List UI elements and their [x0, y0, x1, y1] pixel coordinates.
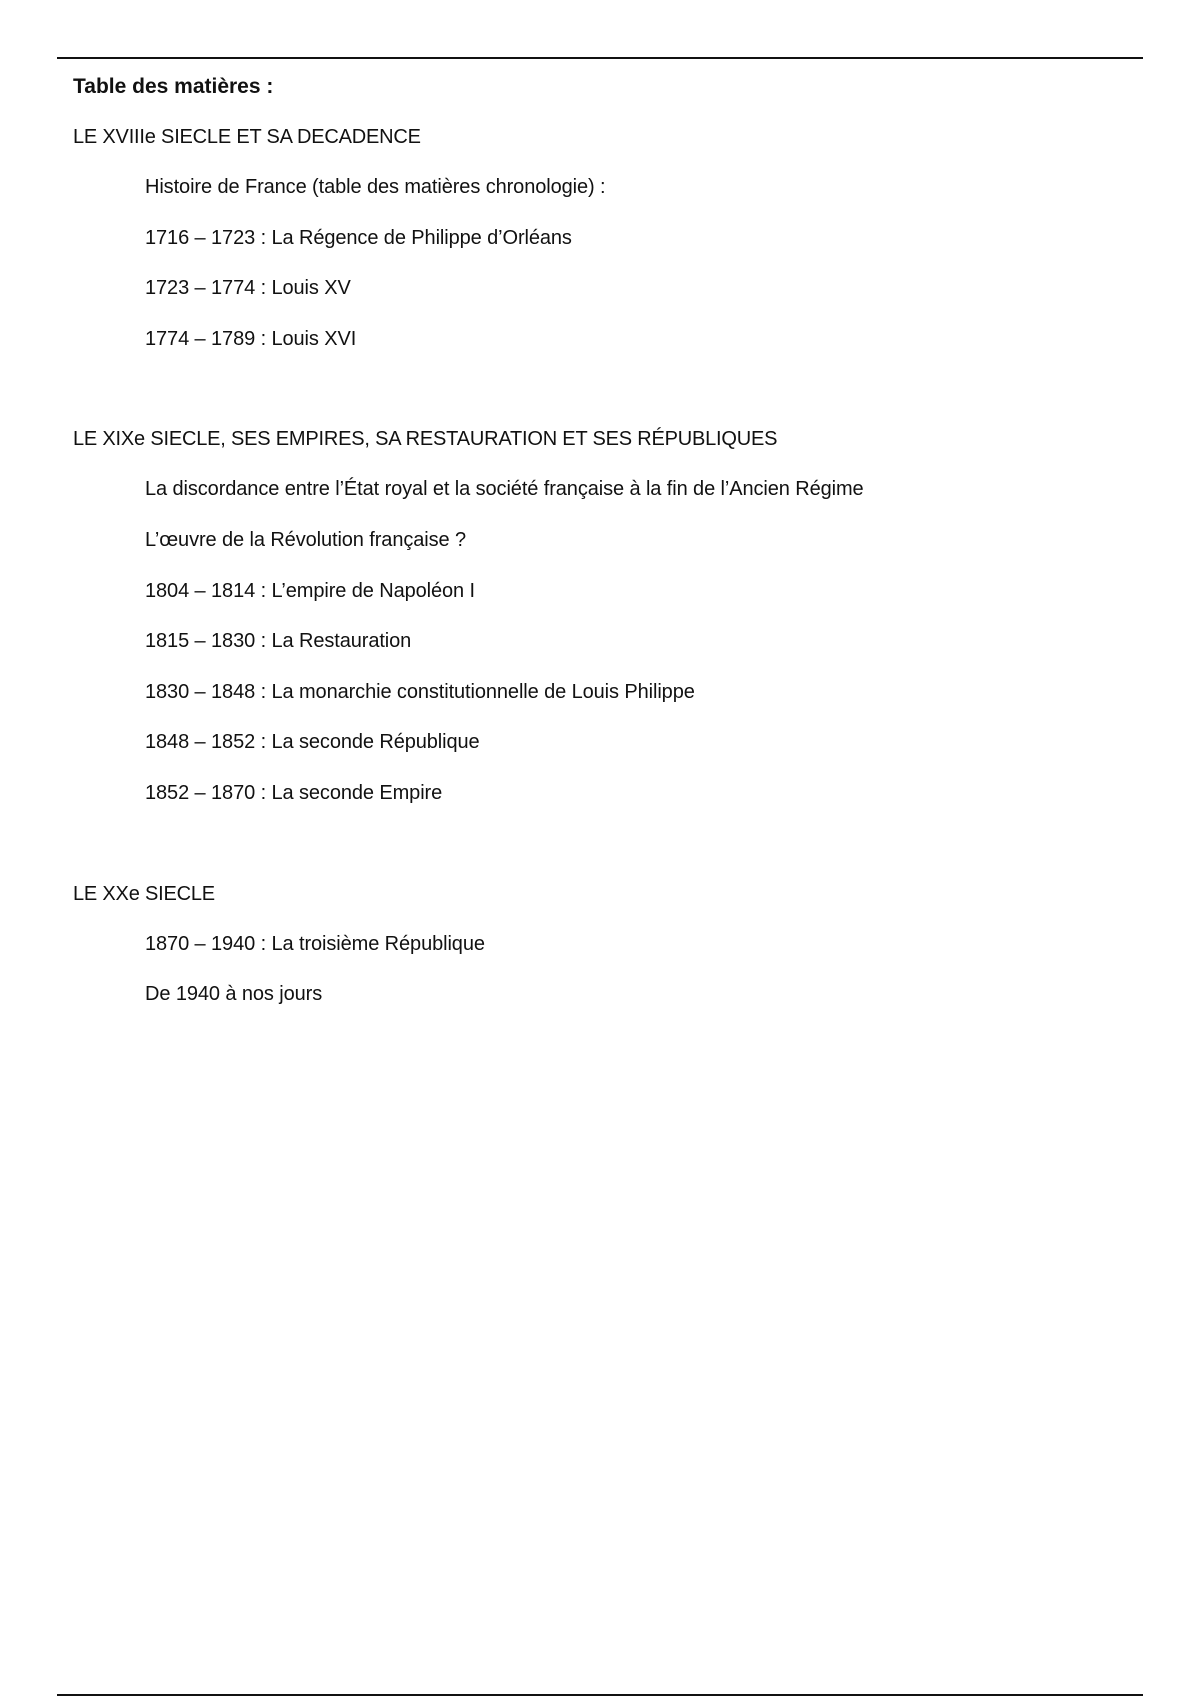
- section-heading: LE XXe SIECLE: [73, 882, 215, 905]
- toc-entry: 1870 – 1940 : La troisième République: [145, 932, 485, 955]
- toc-entry: 1723 – 1774 : Louis XV: [145, 277, 351, 300]
- toc-entry: 1804 – 1814 : L’empire de Napoléon I: [145, 579, 475, 602]
- toc-entry: Histoire de France (table des matières chronologie) :: [145, 176, 606, 198]
- toc-entry: 1848 – 1852 : La seconde République: [145, 731, 480, 754]
- toc-entry: L’œuvre de la Révolution française ?: [145, 528, 467, 551]
- section-heading: LE XIXe SIECLE, SES EMPIRES, SA RESTAURATION ET SES RÉPUBLIQUES: [73, 428, 778, 451]
- toc-entry: La discordance entre l’État royal et la société française à la fin de l’Ancien Régime: [145, 478, 864, 501]
- section-xx: [73, 879, 1123, 1030]
- toc-entry: 1774 – 1789 : Louis XVI: [145, 327, 357, 350]
- toc-entry: 1815 – 1830 : La Restauration: [145, 630, 412, 653]
- toc-entry: De 1940 à nos jours: [145, 983, 323, 1006]
- section-xix: [73, 424, 1123, 828]
- toc-entry: 1852 – 1870 : La seconde Empire: [145, 781, 443, 804]
- section-heading: LE XVIIIe SIECLE ET SA DECADENCE: [73, 126, 421, 148]
- section-xviii: [73, 122, 1123, 374]
- toc-entry: 1830 – 1848 : La monarchie constitutionnelle de Louis Philippe: [145, 680, 695, 703]
- toc-title: Table des matières :: [73, 75, 274, 98]
- toc-entry: 1716 – 1723 : La Régence de Philippe d’Orléans: [145, 226, 572, 249]
- table-of-contents: [73, 72, 1123, 1080]
- top-rule: [57, 57, 1143, 59]
- bottom-rule: [57, 1694, 1143, 1696]
